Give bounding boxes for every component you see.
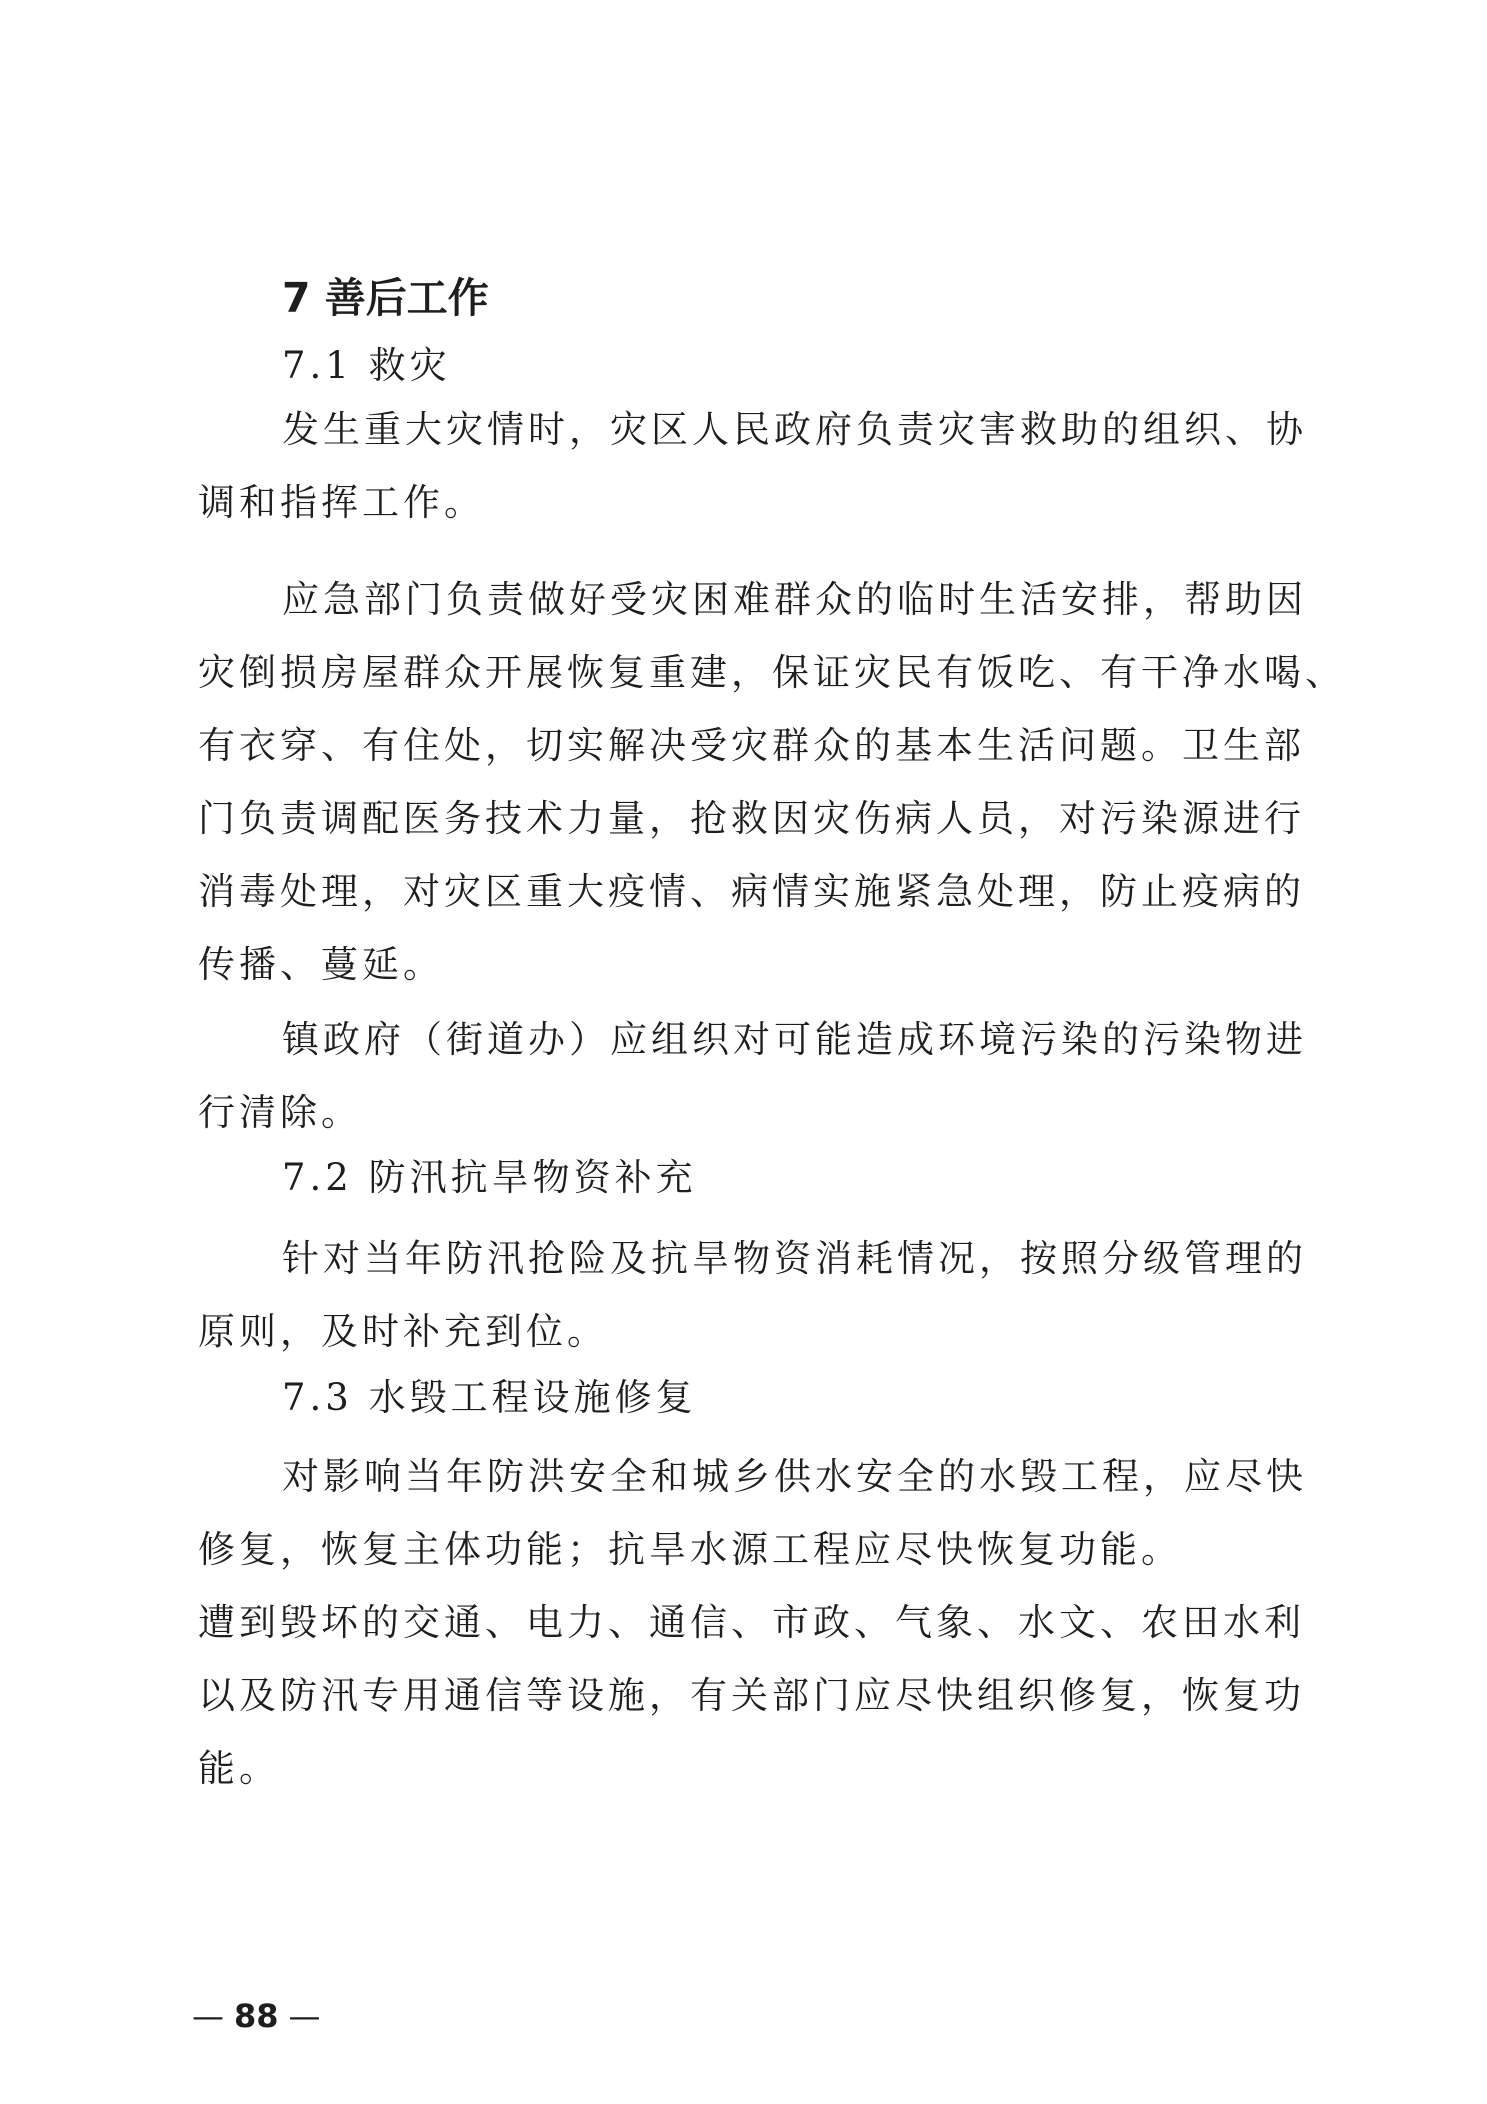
text-line: 发生重大灾情时，灾区人民政府负责灾害救助的组织、协 bbox=[282, 408, 1307, 451]
paragraph-7-3-2 bbox=[198, 1586, 1305, 1805]
subsection-heading-7-1: 7.1 救灾 bbox=[282, 344, 451, 387]
text-line: 应急部门负责做好受灾困难群众的临时生活安排，帮助因 bbox=[282, 578, 1307, 621]
paragraph-7-2-1 bbox=[198, 1222, 1307, 1368]
subsection-heading-7-3: 7.3 水毁工程设施修复 bbox=[282, 1376, 697, 1419]
paragraph-7-1-3 bbox=[198, 1003, 1307, 1149]
page-number-dash-right: — bbox=[288, 1997, 321, 2035]
text-line: 有衣穿、有住处，切实解决受灾群众的基本生活问题。卫生部 bbox=[198, 724, 1305, 767]
text-line: 以及防汛专用通信等设施，有关部门应尽快组织修复，恢复功 bbox=[198, 1674, 1305, 1717]
text-line: 对影响当年防洪安全和城乡供水安全的水毁工程，应尽快 bbox=[282, 1455, 1307, 1498]
text-line: 调和指挥工作。 bbox=[198, 481, 485, 524]
section-heading: 7 善后工作 bbox=[282, 274, 489, 322]
text-line: 针对当年防汛抢险及抗旱物资消耗情况，按照分级管理的 bbox=[282, 1237, 1307, 1280]
page-number-value: 88 bbox=[234, 1997, 279, 2035]
text-line: 修复，恢复主体功能；抗旱水源工程应尽快恢复功能。 bbox=[198, 1528, 1182, 1571]
text-line: 灾倒损房屋群众开展恢复重建，保证灾民有饭吃、有干净水喝、 bbox=[198, 651, 1346, 694]
paragraph-7-1-1 bbox=[198, 393, 1307, 539]
page-number bbox=[192, 1996, 321, 2036]
text-line: 原则，及时补充到位。 bbox=[198, 1310, 608, 1353]
text-line: 门负责调配医务技术力量，抢救因灾伤病人员，对污染源进行 bbox=[198, 797, 1305, 840]
paragraph-7-1-2 bbox=[198, 563, 1346, 1001]
text-line: 传播、蔓延。 bbox=[198, 943, 444, 986]
text-line: 行清除。 bbox=[198, 1091, 362, 1134]
page-number-dash-left: — bbox=[192, 1997, 224, 2035]
text-line: 遭到毁坏的交通、电力、通信、市政、气象、水文、农田水利 bbox=[198, 1601, 1305, 1644]
subsection-heading-7-2: 7.2 防汛抗旱物资补充 bbox=[282, 1156, 697, 1199]
text-line: 消毒处理，对灾区重大疫情、病情实施紧急处理，防止疫病的 bbox=[198, 870, 1305, 913]
text-line: 镇政府（街道办）应组织对可能造成环境污染的污染物进 bbox=[282, 1018, 1307, 1061]
paragraph-7-3-1 bbox=[198, 1440, 1307, 1586]
text-line: 能。 bbox=[198, 1747, 280, 1790]
